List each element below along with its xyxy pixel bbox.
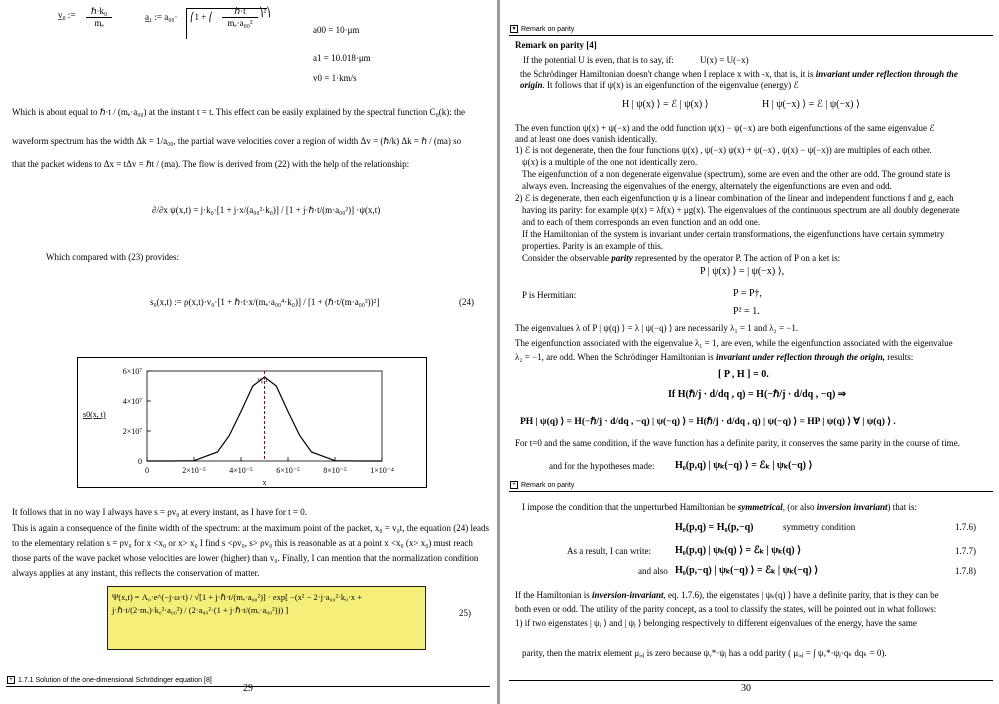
para2-line1: It follows that in no way I always have s = ρv₀ at every instant, as I have for t = 0.: [12, 507, 307, 517]
a1-inner-fraction: ℏ·t mₑ·a₀₀²: [222, 6, 258, 29]
x-tick-label: 4×10⁻⁵: [229, 466, 253, 475]
line-24: 1) if two eigenstates | ψᵢ ⟩ and | ψⱼ ⟩ belonging respectively to different eigenvalues of the energy, have the same: [515, 618, 917, 628]
section1-rule: [509, 35, 993, 36]
collapse-icon[interactable]: +: [7, 676, 15, 684]
line-12: and to each of them corresponds an even function and an odd one.: [522, 217, 761, 227]
footer-rule-right: [509, 680, 993, 681]
h0-parity-eq: H₀(p,q) | ψₖ(−q) ⟩ = ℰₖ | ψₖ(−q) ⟩: [675, 460, 813, 471]
x-tick-label: 8×10⁻⁵: [323, 466, 347, 475]
line-9: always even. Increasing the eigenvalues of the energy, alternately the eigenfunctions are even and odd.: [522, 181, 892, 191]
and-also-label: and also: [638, 566, 668, 576]
v0-definition: v₀ :=: [58, 10, 76, 20]
h0-minus-eigen-eq: H₀(p,−q) | ψₖ(−q) ⟩ = ℰₖ | ψₖ(−q) ⟩: [675, 565, 819, 576]
para2-line4: those parts of the wave packet whose velocities are lower (higher) than v₀. Finally, I can mention that the normalization condition: [12, 553, 479, 563]
x-tick-label: 0: [145, 466, 149, 475]
right-page: [500, 0, 999, 704]
s0-equation: s₀(x,t) := ρ(x,t)·v₀·[1 + ℏ·t·x/(mₑ·a₀₀⁴·k₀)] / [1 + (ℏ·t/(m·a₀₀²))²]: [150, 297, 380, 307]
collapse-icon[interactable]: +: [510, 481, 518, 489]
hermitian-eq-2: P² = 1.: [733, 306, 760, 317]
line-17: The eigenfunction associated with the eigenvalue λ₁ = 1, are even, while the eigenfunction associated with the eigenvalue: [515, 338, 953, 348]
line-16: The eigenvalues λ of P | ψ(q) ⟩ = λ | ψ(−q) ⟩ are necessarily λ₁ = 1 and λ₂ = −1.: [515, 323, 799, 333]
derivative-equation: ∂/∂x ψ(x,t) = j·k₀·[1 + j·x/(a₀₀²·k₀)] / [1 + j·ℏ·t/(m·a₀₀²)] ·ψ(x,t): [152, 205, 381, 215]
parity-commute-eq: PH | ψ(q) ⟩ = H(−ℏ/j · d/dq , −q) | ψ(−q) ⟩ = H(ℏ/j · d/dq , q) | ψ(−q) ⟩ = HP | ψ(q) ⟩ ∀ | ψ(q) ⟩ .: [520, 417, 896, 427]
para1-line1: Which is about equal to ℏ·t / (mₑ·a₀₀) at the instant t = t. This effect can be easily explained by the spectral function C₀(k): the: [12, 107, 466, 117]
y-tick-label: 2×10⁷: [122, 427, 142, 436]
line-4: The even function ψ(x) + ψ(−x) and the odd function ψ(x) − ψ(−x) are both eigenfunctions of the same eigenvalue ℰ: [515, 123, 935, 133]
para2-line3: to the elementary relation s = ρv₀ for x <x₀ or x> x₀ I find s <ρv₀, s> ρv₀ this is reasonable as at a point x <x₀ (x> x₀) must reach: [12, 538, 473, 548]
hermitian-label: P is Hermitian:: [522, 290, 577, 300]
line-11: having its parity: for example ψ(x) = λf(x) + μg(x). The eigenvalues of the continuous spectrum are all doubly degenerate: [522, 205, 960, 215]
line-6: 1) ℰ is not degenerate, then the four functions ψ(x) , ψ(−x) ψ(x) + ψ(−x) , ψ(x) − ψ(−x)) are multiples of each other.: [515, 145, 932, 155]
footer-collapse-header[interactable]: [7, 676, 212, 685]
line-22: If the Hamiltonian is inversion-invariant, eq. 1.7.6), the eigenstates | ψₖ(q) ⟩ have a definite parity, that is they can be: [515, 590, 939, 600]
line-25: parity, then the matrix element μᵢ,ⱼ is zero because ψᵥ*·ψⱼ has a odd parity ( μᵢ,ⱼ = ∫ ψᵥ*·ψⱼ·qₖ dqₖ = 0).: [522, 648, 887, 658]
section1-collapse-header[interactable]: [510, 25, 574, 34]
eq-1-7-8-number: 1.7.8): [955, 566, 976, 576]
section-title: Remark on parity [4]: [515, 40, 597, 50]
commutator-eq: [ P , H ] = 0.: [718, 369, 769, 380]
line-18: λ₂ = −1, are odd. When the Schrödinger Hamiltonian is invariant under reflection through the origin, results:: [515, 352, 914, 362]
page-number-left: 29: [243, 683, 253, 694]
x-tick-label: 6×10⁻⁵: [276, 466, 300, 475]
para2-line5: always applies at any instant, this reflects the conservation of matter.: [12, 568, 260, 578]
eq25-number: 25): [459, 608, 471, 618]
line-5: and at least one does vanish identically.: [515, 134, 658, 144]
v0-fraction: ℏ·k₀ mₑ: [86, 6, 112, 29]
line-23: both even or odd. The utility of the parity concept, as a tool to classify the states, will be pointed out in what follows:: [515, 604, 937, 614]
symmetry-eq: H₀(p,q) = H₀(p,−q): [675, 522, 754, 533]
x-axis-label: x: [262, 478, 267, 487]
line-2: the Schrödinger Hamiltonian doesn't change when I replace x with -x, that is, it is invariant under reflection through the: [520, 69, 958, 79]
x-tick-label: 2×10⁻⁵: [182, 466, 206, 475]
eq25-formula: Ψ(x,t) = A₀·e^(−j·ω·t) / √[1 + j·ℏ·t/(mₑ·a₀₀²)] · exp[ −(x² − 2·j·a₀₀²·k₀·x + j·ℏ·t/(2·mₑ)·k₀²·a₀₀²) / (2·a₀₀²·(1 + j·ℏ·t/(mₑ·a₀₀²))) ]: [112, 592, 363, 615]
potential-even-eq: U(x) = U(−x): [700, 55, 749, 65]
line-7: ψ(x) is a multiple of the one not identically zero.: [522, 157, 698, 167]
eq25-highlight-box: [107, 586, 426, 650]
a00-value: a00 = 10·μm: [313, 25, 360, 35]
line-20: and for the hypotheses made:: [549, 461, 655, 471]
parity-action-eq: P | ψ(x) ⟩ = | ψ(−x) ⟩,: [700, 266, 785, 277]
s0-chart: [77, 357, 427, 488]
x-tick-label: 1×10⁻⁴: [370, 466, 394, 475]
marker-label: v₀·t: [257, 376, 268, 384]
eq-1-7-6-number: 1.7.6): [955, 522, 976, 532]
line-3: origin. It follows that if ψ(x) is an eigenfunction of the eigenvalue (energy) ℰ: [520, 80, 799, 90]
symmetry-condition-label: symmetry condition: [783, 522, 856, 532]
line-8: The eigenfunction of a non degenerate eigenvalue (spectrum), some are even and the other are odd. The ground state is: [522, 169, 951, 179]
y-tick-label: 4×10⁷: [122, 397, 142, 406]
section2-rule: [509, 491, 993, 492]
v0-value: v0 = 1·km/s: [313, 73, 357, 83]
para1-line2: waveform spectrum has the width Δk = 1/a₀₀, the partial wave velocities cover a region of width Δv = (ℏ/k) Δk = ℏ / (ma) so: [12, 136, 462, 146]
compared-text: Which compared with (23) provides:: [46, 252, 179, 262]
footer-header-text: 1.7.1 Solution of the one-dimensional Schrödinger equation [8]: [18, 677, 212, 684]
hermitian-eq-1: P = P†,: [733, 288, 762, 299]
line-10: 2) ℰ is degenerate, then each eigenfunction ψ is a linear combination of the linear and independent functions f and g, each: [515, 193, 954, 203]
a1-definition: a₁ := a₀₀·: [145, 12, 178, 22]
line-21: I impose the condition that the unperturbed Hamiltonian be symmetrical, (or also inversion invariant) that is:: [522, 502, 917, 512]
eq-1-7-7-number: 1.7.7): [955, 546, 976, 556]
line-1: If the potential U is even, that is to say, if:: [523, 55, 674, 65]
left-page: v₀ := ℏ·k₀ mₑ a₁ := a₀₀· ⎛1 + ⎛ ℏ·t mₑ·a₀₀² ⎞²⎞ a00 = 10·μm a1 = 10.018·μm v0 = 1·km/s Which is about equal to ℏ·t / (mₑ·a₀₀) at the instant t = t. This effect can be easily explained by the spectral function C₀(k): the waveform spectrum has the width Δk = 1/a₀₀, the partial wave velocities cover a region of width Δv = (ℏ/k) Δk = ℏ / (ma) so that the packet widens to Δx = tΔv = ℏt / (ma). The flow is derived from (22) with the help of the relationship: ∂/∂x ψ(x,t) = j·k₀·[1 + j·x/(a₀₀²·k₀)] / [1 + j·ℏ·t/(m·a₀₀²)] ·ψ(x,t) Which compared with (23) provides: s₀(x,t) := ρ(x,t)·v₀·[1 + ℏ·t·x/(mₑ·a₀₀⁴·k₀)] / [1 + (ℏ·t/(m·a₀₀²))²] (24) 0 2×10⁷ 4×10⁷ 6×10⁷ 0 2×10⁻⁵ 4×10⁻⁵ 6×10⁻⁵ 8×10⁻⁵ 1×10⁻⁴ s0(x, t) x v₀·t It follows that in no way I always have s = ρv₀ at every instant, as I have for t = 0. This is again a consequence of the finite width of the spectrum: at the maximum point of the packet, x₀ = v₀t, the equation (24) leads to the elementary relation s = ρv₀ for x <x₀ or x> x₀ I find s <ρv₀, s> ρv₀ this is reasonable as at a point x <x₀ (x> x₀) must reach those parts of the wave packet whose velocities are lower (higher) than v₀. Finally, I can mention that the normalization condition always applies at any instant, this reflects the conservation of matter. Ψ(x,t) = A₀·e^(−j·ω·t) / √[1 + j·ℏ·t/(mₑ·a₀₀²)] · exp[ −(x² − 2·j·a₀₀²·k₀·x + j·ℏ·t/(2·mₑ)·k₀²·a₀₀²) / (2·a₀₀²·(1 + j·ℏ·t/(mₑ·a₀₀²))) ] 25) + 1.7.1 Solution of the one-dimensional Schrödinger equation [8] 29: [0, 0, 497, 704]
collapse-icon[interactable]: ▾: [510, 25, 518, 33]
page-number-right: 30: [741, 683, 751, 694]
section2-collapse-header[interactable]: [510, 481, 574, 490]
section1-header-text: Remark on parity: [521, 26, 575, 33]
line-14: properties. Parity is an example of this.: [522, 241, 663, 251]
y-tick-label: 6×10⁷: [122, 367, 142, 376]
eigen-eq-2: H | ψ(−x) ⟩ = ℰ | ψ(−x) ⟩: [762, 99, 860, 110]
para1-line3: that the packet widens to Δx = tΔv = ℏt / (ma). The flow is derived from (22) with the help of the relationship:: [12, 159, 410, 169]
hamiltonian-symmetry-eq: If H(ℏ/j · d/dq , q) = H(−ℏ/j · d/dq , −q) ⇒: [668, 389, 847, 400]
as-result-label: As a result, I can write:: [567, 546, 651, 556]
line-19: For t=0 and the same condition, if the wave function has a definite parity, it conserves the same parity in the course of time.: [515, 438, 960, 448]
para2-line2: This is again a consequence of the finite width of the spectrum: at the maximum point of the packet, x₀ = v₀t, the equation (24) leads: [12, 523, 489, 533]
y-axis-label: s0(x, t): [83, 410, 106, 419]
section2-header-text: Remark on parity: [521, 482, 575, 489]
h0-eigen-eq: H₀(p,q) | ψₖ(q) ⟩ = ℰₖ | ψₖ(q) ⟩: [675, 545, 801, 556]
eq24-number: (24): [459, 297, 474, 307]
line-15: Consider the observable parity represented by the operator P. The action of P on a ket is:: [522, 253, 841, 263]
line-13: If the Hamiltonian of the system is invariant under certain transformations, the eigenfunctions have certain symmetry: [522, 229, 945, 239]
y-tick-label: 0: [138, 457, 142, 466]
a1-value: a1 = 10.018·μm: [313, 53, 371, 63]
eigen-eq-1: H | ψ(x) ⟩ = ℰ | ψ(x) ⟩: [622, 99, 709, 110]
